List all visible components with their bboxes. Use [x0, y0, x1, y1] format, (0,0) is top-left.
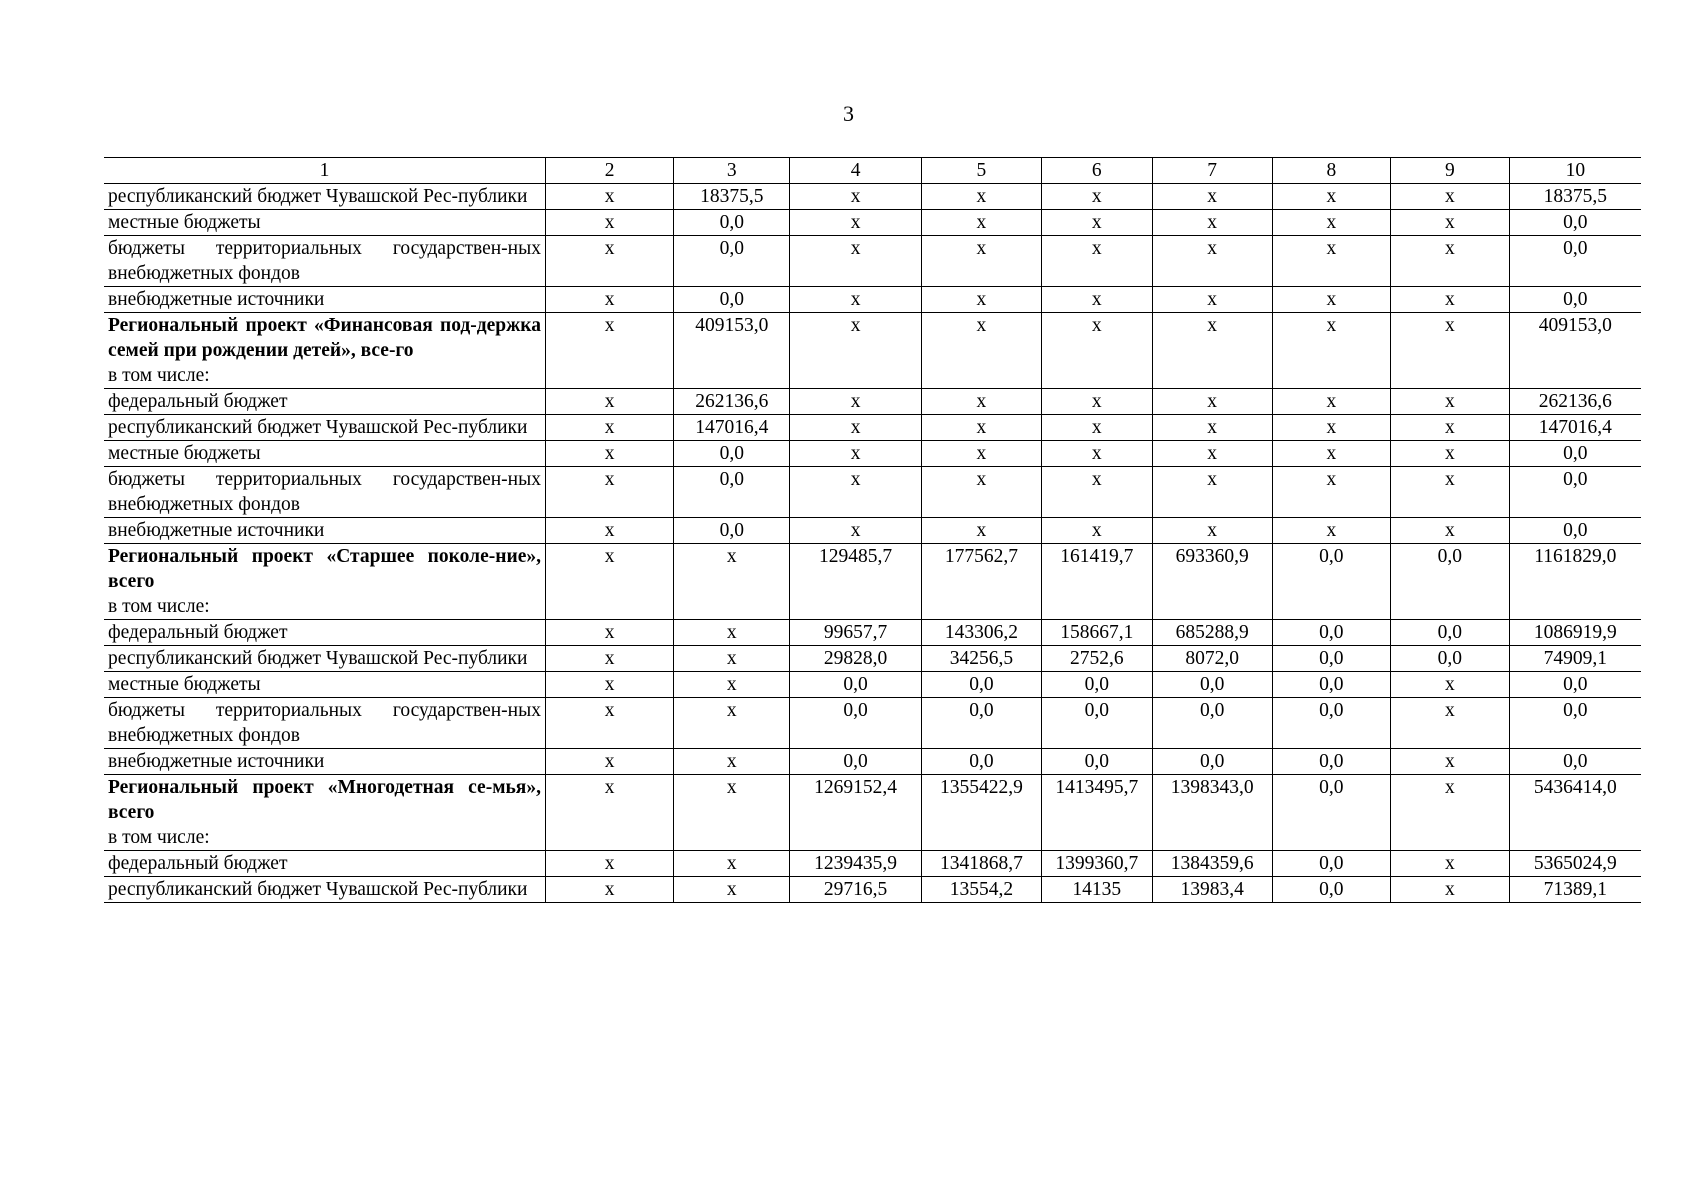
value-cell-col-4: 1269152,4 [790, 775, 922, 851]
row-label: бюджеты территориальных государствен-ных внебюджетных фондов [108, 469, 541, 515]
value-cell-col-8: 0,0 [1272, 877, 1391, 903]
value-cell-col-3: 0,0 [674, 210, 790, 236]
value-cell-col-7: х [1152, 467, 1272, 518]
table-row [104, 467, 1641, 518]
value-cell-col-8: х [1272, 467, 1391, 518]
row-label: республиканский бюджет Чувашской Рес-публики [108, 879, 528, 900]
column-number-1: 1 [104, 158, 545, 184]
row-label: федеральный бюджет [108, 391, 288, 412]
source-label-cell [104, 851, 545, 877]
value-cell-col-5: х [921, 184, 1041, 210]
value-cell-col-3: х [674, 749, 790, 775]
table-body [104, 184, 1641, 903]
value-cell-col-3: 0,0 [674, 467, 790, 518]
value-cell-col-5: х [921, 287, 1041, 313]
value-cell-col-10: 5436414,0 [1509, 775, 1641, 851]
column-number-4: 4 [790, 158, 922, 184]
source-label-cell [104, 441, 545, 467]
source-label-cell [104, 877, 545, 903]
value-cell-col-2: х [545, 775, 673, 851]
value-cell-col-5: 177562,7 [921, 544, 1041, 620]
value-cell-col-10: 74909,1 [1509, 646, 1641, 672]
value-cell-col-6: х [1041, 415, 1152, 441]
row-label: бюджеты территориальных государствен-ных внебюджетных фондов [108, 700, 541, 746]
value-cell-col-7: х [1152, 236, 1272, 287]
value-cell-col-6: 14135 [1041, 877, 1152, 903]
value-cell-col-10: 0,0 [1509, 467, 1641, 518]
value-cell-col-5: 143306,2 [921, 620, 1041, 646]
table-row [104, 544, 1641, 620]
value-cell-col-3: х [674, 672, 790, 698]
value-cell-col-9: х [1391, 184, 1510, 210]
value-cell-col-4: 129485,7 [790, 544, 922, 620]
value-cell-col-10: 5365024,9 [1509, 851, 1641, 877]
source-label-cell [104, 749, 545, 775]
value-cell-col-6: х [1041, 467, 1152, 518]
table-row [104, 389, 1641, 415]
value-cell-col-4: х [790, 313, 922, 389]
table-row [104, 518, 1641, 544]
table-row [104, 775, 1641, 851]
value-cell-col-3: 0,0 [674, 441, 790, 467]
value-cell-col-5: 13554,2 [921, 877, 1041, 903]
value-cell-col-7: 693360,9 [1152, 544, 1272, 620]
value-cell-col-9: х [1391, 698, 1510, 749]
value-cell-col-6: х [1041, 389, 1152, 415]
value-cell-col-2: х [545, 672, 673, 698]
table-row [104, 236, 1641, 287]
value-cell-col-2: х [545, 646, 673, 672]
value-cell-col-4: 29828,0 [790, 646, 922, 672]
value-cell-col-10: 0,0 [1509, 749, 1641, 775]
value-cell-col-8: 0,0 [1272, 851, 1391, 877]
row-label: Региональный проект «Финансовая под-держка семей при рождении детей», все-го [108, 315, 541, 361]
value-cell-col-10: 409153,0 [1509, 313, 1641, 389]
source-label-cell [104, 210, 545, 236]
value-cell-col-9: х [1391, 210, 1510, 236]
table-row [104, 698, 1641, 749]
value-cell-col-2: х [545, 877, 673, 903]
value-cell-col-5: х [921, 313, 1041, 389]
value-cell-col-4: 1239435,9 [790, 851, 922, 877]
value-cell-col-4: 99657,7 [790, 620, 922, 646]
value-cell-col-6: х [1041, 441, 1152, 467]
value-cell-col-10: 147016,4 [1509, 415, 1641, 441]
column-number-9: 9 [1391, 158, 1510, 184]
value-cell-col-6: 161419,7 [1041, 544, 1152, 620]
value-cell-col-6: х [1041, 210, 1152, 236]
row-label: республиканский бюджет Чувашской Рес-публики [108, 417, 528, 438]
value-cell-col-9: х [1391, 415, 1510, 441]
value-cell-col-8: 0,0 [1272, 672, 1391, 698]
column-number-5: 5 [921, 158, 1041, 184]
value-cell-col-9: х [1391, 313, 1510, 389]
source-label-cell [104, 236, 545, 287]
value-cell-col-3: х [674, 851, 790, 877]
source-label-cell [104, 467, 545, 518]
value-cell-col-6: х [1041, 313, 1152, 389]
value-cell-col-2: х [545, 313, 673, 389]
value-cell-col-2: х [545, 236, 673, 287]
value-cell-col-6: 0,0 [1041, 749, 1152, 775]
row-label: Региональный проект «Многодетная се-мья», всего [108, 777, 541, 823]
value-cell-col-9: х [1391, 851, 1510, 877]
value-cell-col-6: 2752,6 [1041, 646, 1152, 672]
budget-table [104, 157, 1641, 903]
row-label: местные бюджеты [108, 443, 261, 464]
source-label-cell [104, 646, 545, 672]
table-row [104, 313, 1641, 389]
value-cell-col-6: 1399360,7 [1041, 851, 1152, 877]
value-cell-col-7: х [1152, 518, 1272, 544]
source-label-cell [104, 184, 545, 210]
value-cell-col-3: х [674, 646, 790, 672]
value-cell-col-9: х [1391, 749, 1510, 775]
value-cell-col-2: х [545, 184, 673, 210]
value-cell-col-5: х [921, 210, 1041, 236]
row-label: внебюджетные источники [108, 520, 325, 541]
value-cell-col-7: 0,0 [1152, 749, 1272, 775]
value-cell-col-8: х [1272, 441, 1391, 467]
value-cell-col-3: х [674, 544, 790, 620]
value-cell-col-9: х [1391, 775, 1510, 851]
value-cell-col-7: 1398343,0 [1152, 775, 1272, 851]
value-cell-col-5: х [921, 236, 1041, 287]
value-cell-col-8: 0,0 [1272, 620, 1391, 646]
value-cell-col-7: 1384359,6 [1152, 851, 1272, 877]
value-cell-col-9: 0,0 [1391, 544, 1510, 620]
value-cell-col-10: 0,0 [1509, 236, 1641, 287]
value-cell-col-9: х [1391, 389, 1510, 415]
value-cell-col-5: 0,0 [921, 672, 1041, 698]
row-sublabel: в том числе: [108, 827, 210, 848]
row-label: Региональный проект «Старшее поколе-ние», всего [108, 546, 541, 592]
value-cell-col-10: 18375,5 [1509, 184, 1641, 210]
value-cell-col-4: 0,0 [790, 749, 922, 775]
value-cell-col-9: х [1391, 877, 1510, 903]
value-cell-col-8: х [1272, 415, 1391, 441]
value-cell-col-3: 18375,5 [674, 184, 790, 210]
table-row [104, 851, 1641, 877]
value-cell-col-10: 1161829,0 [1509, 544, 1641, 620]
value-cell-col-10: 0,0 [1509, 518, 1641, 544]
value-cell-col-4: х [790, 210, 922, 236]
value-cell-col-2: х [545, 544, 673, 620]
value-cell-col-2: х [545, 415, 673, 441]
value-cell-col-9: х [1391, 672, 1510, 698]
table-row [104, 415, 1641, 441]
value-cell-col-8: х [1272, 313, 1391, 389]
row-label: внебюджетные источники [108, 751, 325, 772]
row-sublabel: в том числе: [108, 365, 210, 386]
value-cell-col-2: х [545, 851, 673, 877]
value-cell-col-4: х [790, 287, 922, 313]
value-cell-col-7: х [1152, 210, 1272, 236]
project-heading-cell [104, 313, 545, 389]
value-cell-col-3: 0,0 [674, 518, 790, 544]
value-cell-col-4: х [790, 236, 922, 287]
value-cell-col-8: 0,0 [1272, 749, 1391, 775]
value-cell-col-4: 0,0 [790, 698, 922, 749]
value-cell-col-4: х [790, 467, 922, 518]
table-row [104, 210, 1641, 236]
value-cell-col-3: х [674, 877, 790, 903]
value-cell-col-7: 0,0 [1152, 672, 1272, 698]
value-cell-col-9: х [1391, 467, 1510, 518]
value-cell-col-5: х [921, 415, 1041, 441]
table-row [104, 646, 1641, 672]
source-label-cell [104, 287, 545, 313]
value-cell-col-7: х [1152, 389, 1272, 415]
value-cell-col-4: 0,0 [790, 672, 922, 698]
value-cell-col-4: х [790, 518, 922, 544]
value-cell-col-7: 685288,9 [1152, 620, 1272, 646]
column-number-7: 7 [1152, 158, 1272, 184]
value-cell-col-9: х [1391, 287, 1510, 313]
column-number-10: 10 [1509, 158, 1641, 184]
value-cell-col-6: 0,0 [1041, 672, 1152, 698]
value-cell-col-4: х [790, 389, 922, 415]
value-cell-col-3: 0,0 [674, 236, 790, 287]
value-cell-col-2: х [545, 389, 673, 415]
value-cell-col-2: х [545, 749, 673, 775]
value-cell-col-5: х [921, 389, 1041, 415]
value-cell-col-8: х [1272, 184, 1391, 210]
value-cell-col-10: 1086919,9 [1509, 620, 1641, 646]
table-row [104, 672, 1641, 698]
project-heading-cell [104, 544, 545, 620]
value-cell-col-5: 1341868,7 [921, 851, 1041, 877]
source-label-cell [104, 415, 545, 441]
value-cell-col-6: х [1041, 184, 1152, 210]
table-row [104, 749, 1641, 775]
value-cell-col-9: х [1391, 518, 1510, 544]
value-cell-col-7: 13983,4 [1152, 877, 1272, 903]
value-cell-col-4: 29716,5 [790, 877, 922, 903]
value-cell-col-5: 0,0 [921, 749, 1041, 775]
source-label-cell [104, 698, 545, 749]
value-cell-col-7: 0,0 [1152, 698, 1272, 749]
value-cell-col-10: 0,0 [1509, 672, 1641, 698]
value-cell-col-9: х [1391, 441, 1510, 467]
value-cell-col-7: 8072,0 [1152, 646, 1272, 672]
column-number-3: 3 [674, 158, 790, 184]
column-number-2: 2 [545, 158, 673, 184]
value-cell-col-10: 71389,1 [1509, 877, 1641, 903]
column-number-6: 6 [1041, 158, 1152, 184]
value-cell-col-3: х [674, 775, 790, 851]
value-cell-col-6: 1413495,7 [1041, 775, 1152, 851]
value-cell-col-4: х [790, 415, 922, 441]
value-cell-col-10: 0,0 [1509, 287, 1641, 313]
value-cell-col-8: х [1272, 287, 1391, 313]
value-cell-col-5: 34256,5 [921, 646, 1041, 672]
value-cell-col-4: х [790, 184, 922, 210]
value-cell-col-3: 147016,4 [674, 415, 790, 441]
value-cell-col-8: х [1272, 518, 1391, 544]
value-cell-col-7: х [1152, 184, 1272, 210]
value-cell-col-9: 0,0 [1391, 646, 1510, 672]
value-cell-col-5: х [921, 518, 1041, 544]
table-row [104, 441, 1641, 467]
value-cell-col-2: х [545, 518, 673, 544]
value-cell-col-6: 0,0 [1041, 698, 1152, 749]
row-label: федеральный бюджет [108, 622, 288, 643]
value-cell-col-8: 0,0 [1272, 646, 1391, 672]
value-cell-col-8: 0,0 [1272, 544, 1391, 620]
value-cell-col-3: х [674, 698, 790, 749]
source-label-cell [104, 672, 545, 698]
value-cell-col-9: 0,0 [1391, 620, 1510, 646]
value-cell-col-6: х [1041, 287, 1152, 313]
row-label: внебюджетные источники [108, 289, 325, 310]
row-label: местные бюджеты [108, 674, 261, 695]
value-cell-col-7: х [1152, 441, 1272, 467]
row-label: республиканский бюджет Чувашской Рес-публики [108, 648, 528, 669]
table-row [104, 877, 1641, 903]
source-label-cell [104, 620, 545, 646]
value-cell-col-2: х [545, 620, 673, 646]
value-cell-col-10: 0,0 [1509, 441, 1641, 467]
value-cell-col-3: х [674, 620, 790, 646]
row-label: федеральный бюджет [108, 853, 288, 874]
value-cell-col-7: х [1152, 287, 1272, 313]
value-cell-col-8: х [1272, 236, 1391, 287]
value-cell-col-5: 1355422,9 [921, 775, 1041, 851]
value-cell-col-2: х [545, 698, 673, 749]
row-label: бюджеты территориальных государствен-ных внебюджетных фондов [108, 238, 541, 284]
column-number-row [104, 158, 1641, 184]
value-cell-col-5: х [921, 467, 1041, 518]
source-label-cell [104, 518, 545, 544]
column-number-8: 8 [1272, 158, 1391, 184]
value-cell-col-6: х [1041, 236, 1152, 287]
value-cell-col-7: х [1152, 415, 1272, 441]
table-row [104, 620, 1641, 646]
value-cell-col-3: 262136,6 [674, 389, 790, 415]
value-cell-col-2: х [545, 441, 673, 467]
value-cell-col-8: х [1272, 389, 1391, 415]
value-cell-col-8: х [1272, 210, 1391, 236]
value-cell-col-10: 262136,6 [1509, 389, 1641, 415]
value-cell-col-6: 158667,1 [1041, 620, 1152, 646]
project-heading-cell [104, 775, 545, 851]
value-cell-col-9: х [1391, 236, 1510, 287]
value-cell-col-7: х [1152, 313, 1272, 389]
row-label: местные бюджеты [108, 212, 261, 233]
source-label-cell [104, 389, 545, 415]
value-cell-col-8: 0,0 [1272, 775, 1391, 851]
value-cell-col-3: 409153,0 [674, 313, 790, 389]
row-sublabel: в том числе: [108, 596, 210, 617]
value-cell-col-3: 0,0 [674, 287, 790, 313]
value-cell-col-4: х [790, 441, 922, 467]
value-cell-col-2: х [545, 287, 673, 313]
table-row [104, 184, 1641, 210]
table-row [104, 287, 1641, 313]
value-cell-col-10: 0,0 [1509, 698, 1641, 749]
value-cell-col-5: 0,0 [921, 698, 1041, 749]
page-number: 3 [843, 101, 854, 126]
value-cell-col-6: х [1041, 518, 1152, 544]
row-label: республиканский бюджет Чувашской Рес-публики [108, 186, 528, 207]
value-cell-col-10: 0,0 [1509, 210, 1641, 236]
value-cell-col-2: х [545, 210, 673, 236]
value-cell-col-8: 0,0 [1272, 698, 1391, 749]
value-cell-col-5: х [921, 441, 1041, 467]
value-cell-col-2: х [545, 467, 673, 518]
